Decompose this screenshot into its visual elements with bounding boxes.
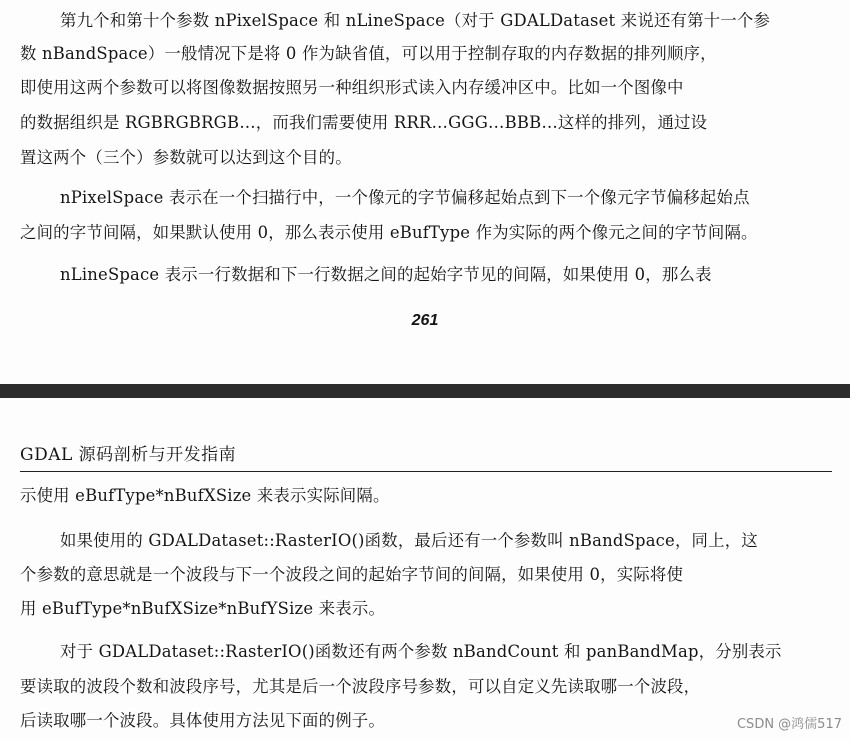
- text-line: 示使用 eBufType*nBufXSize 来表示实际间隔。: [20, 486, 390, 505]
- text-line: 之间的字节间隔，如果默认使用 0，那么表示使用 eBufType 作为实际的两个像元之间的字节间隔。: [20, 223, 758, 242]
- text-line: 即使用这两个参数可以将图像数据按照另一种组织形式读入内存缓冲区中。比如一个图像中: [20, 78, 684, 97]
- text-line: nPixelSpace 表示在一个扫描行中，一个像元的字节偏移起始点到下一个像元字节偏移起始点: [60, 188, 750, 207]
- csdn-watermark: CSDN @鸿儒517: [736, 717, 842, 732]
- text-line: 用 eBufType*nBufXSize*nBufYSize 来表示。: [20, 599, 386, 618]
- text-line: nLineSpace 表示一行数据和下一行数据之间的起始字节见的间隔，如果使用 0，那么表: [60, 265, 712, 284]
- text-line: 对于 GDALDataset::RasterIO()函数还有两个参数 nBandCount 和 panBandMap，分别表示: [60, 642, 782, 661]
- text-line: 如果使用的 GDALDataset::RasterIO()函数，最后还有一个参数叫 nBandSpace，同上，这: [60, 531, 758, 550]
- book-page-bottom: [0, 398, 850, 740]
- header-rule: [20, 471, 832, 472]
- text-line: 数 nBandSpace）一般情况下是将 0 作为缺省值，可以用于控制存取的内存数据的排列顺序，: [20, 44, 717, 63]
- text-line: 第九个和第十个参数 nPixelSpace 和 nLineSpace（对于 GDALDataset 来说还有第十一个参: [60, 11, 771, 30]
- page-divider: [0, 384, 850, 398]
- text-line: 置这两个（三个）参数就可以达到这个目的。: [20, 148, 352, 167]
- text-line: 要读取的波段个数和波段序号，尤其是后一个波段序号参数，可以自定义先读取哪一个波段，: [20, 677, 701, 696]
- text-line: 后读取哪一个波段。具体使用方法见下面的例子。: [20, 711, 385, 730]
- running-header: GDAL 源码剖析与开发指南: [20, 445, 237, 465]
- text-line: 个参数的意思就是一个波段与下一个波段之间的起始字节间的间隔，如果使用 0，实际将使: [20, 565, 684, 584]
- page-number: 261: [411, 312, 439, 329]
- text-line: 的数据组织是 RGBRGBRGB…，而我们需要使用 RRR…GGG…BBB…这样的排列，通过设: [20, 113, 708, 132]
